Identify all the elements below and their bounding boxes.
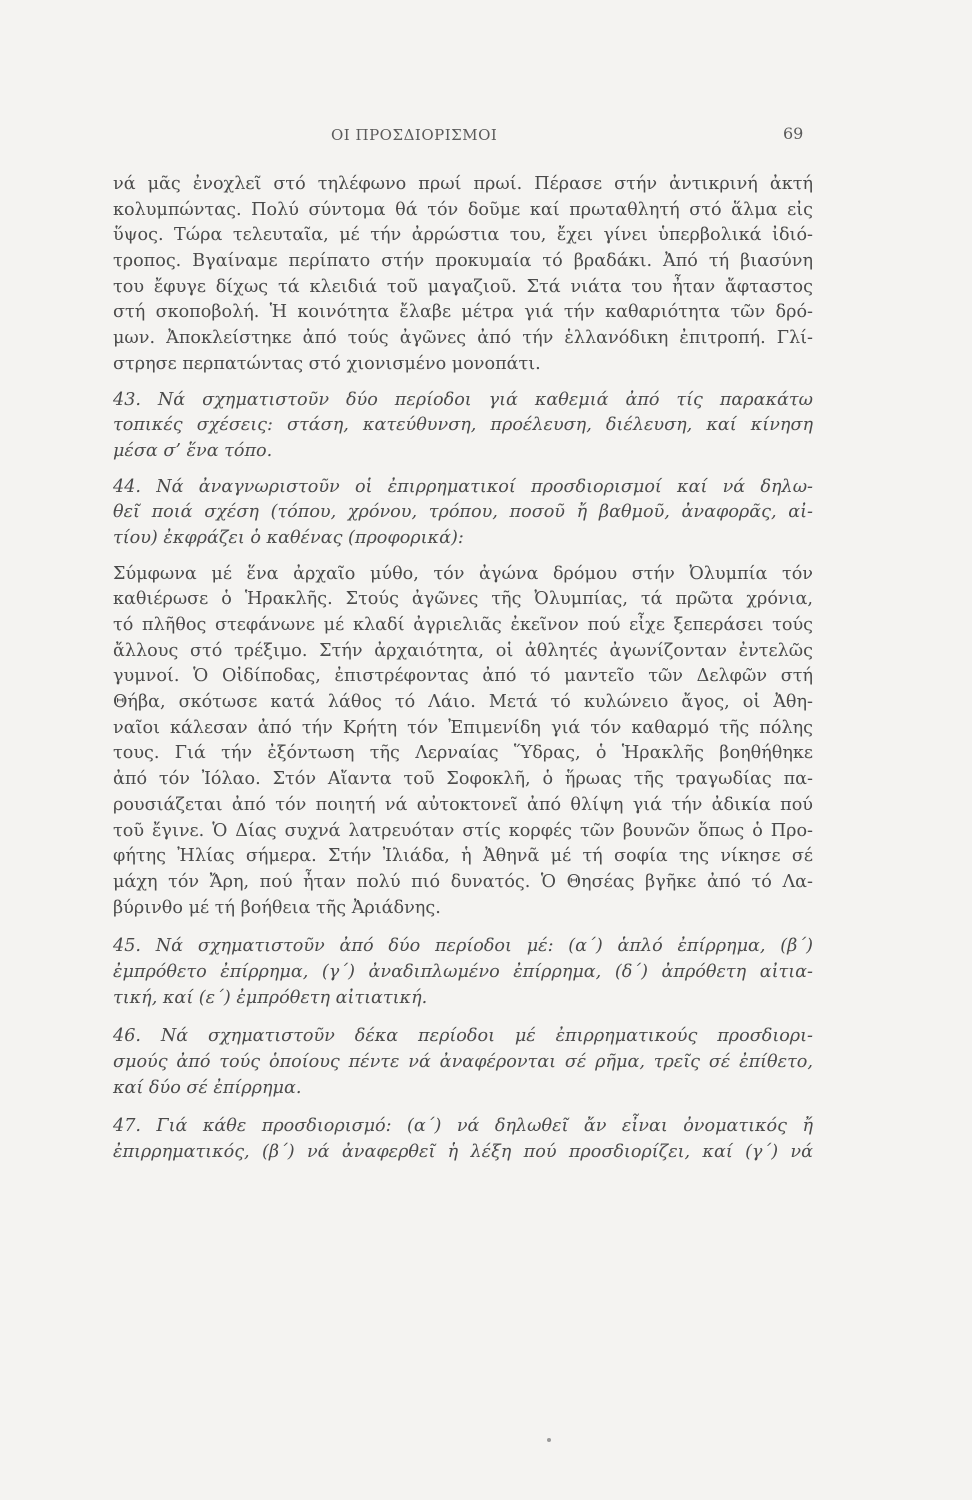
text-line: τοῦ ἔγινε. Ὁ Δίας συχνά λατρευόταν στίς κορφές τῶν βουνῶν ὅπως ὁ Προ- — [113, 820, 813, 841]
text-line: 43. Νά σχηματιστοῦν δύο περίοδοι γιά καθεμιά ἀπό τίς παρακάτω — [113, 389, 813, 410]
text-line: μάχη τόν Ἄρη, πού ἦταν πολύ πιό δυνατός. Ὁ Θησέας βγῆκε ἀπό τό Λα- — [113, 871, 813, 892]
text-line: τική, καί (ε΄) ἐμπρόθετη αἰτιατική. — [113, 987, 428, 1008]
text-line: φήτης Ἠλίας σήμερα. Στήν Ἰλιάδα, ἡ Ἀθηνᾶ μέ τή σοφία της νίκησε σέ — [113, 846, 813, 867]
text-line: σμούς ἀπό τούς ὁποίους πέντε νά ἀναφέρονται σέ ρῆμα, τρεῖς σέ ἐπίθετο, — [113, 1052, 813, 1072]
text-line: ρουσιάζεται ἀπό τόν ποιητή νά αὐτοκτονεῖ ἀπό θλίψη γιά τήν ἀδικία πού — [113, 794, 813, 815]
text-line: βύρινθο μέ τή βοήθεια τῆς Ἀριάδνης. — [113, 897, 441, 918]
text-line: ναῖοι κάλεσαν ἀπό τήν Κρήτη τόν Ἐπιμενίδη γιά τόν καθαρμό τῆς πόλης — [113, 717, 813, 738]
text-line: καί δύο σέ ἐπίρρημα. — [113, 1077, 302, 1098]
paragraph-exercise-44-text — [113, 562, 813, 922]
exercise-43 — [113, 388, 813, 465]
page-body — [113, 172, 813, 1166]
page-mark-dot — [547, 1438, 551, 1442]
text-line: τοπικές σχέσεις: στάση, κατεύθυνση, προέλευση, διέλευση, καί κίνηση — [113, 415, 813, 436]
exercise-46 — [113, 1024, 813, 1101]
exercise-47 — [113, 1114, 813, 1165]
text-line: τίου) ἐκφράζει ὁ καθένας (προφορικά): — [113, 527, 464, 548]
text-line: 44. Νά ἀναγνωριστοῦν οἱ ἐπιρρηματικοί προσδιορισμοί καί νά δηλω- — [113, 476, 813, 497]
text-line: στρησε περπατώντας στό χιονισμένο μονοπάτι. — [113, 353, 541, 374]
text-line: τό πλῆθος στεφάνωνε μέ κλαδί ἀγριελιᾶς ἐκεῖνον πού εἶχε ξεπεράσει τούς — [113, 615, 813, 635]
exercise-45 — [113, 934, 813, 1011]
page-header — [0, 120, 972, 150]
text-line: μέσα σ’ ἕνα τόπο. — [113, 440, 273, 461]
text-line: νά μᾶς ἐνοχλεῖ στό τηλέφωνο πρωί πρωί. Πέρασε στήν ἀντικρινή ἀκτή — [113, 174, 813, 194]
text-line: τροπος. Βγαίναμε περίπατο στήν προκυμαία τό βραδάκι. Ἀπό τή βιασύνη — [113, 251, 813, 272]
text-line: τους. Γιά τήν ἐξόντωση τῆς Λερναίας Ὕδρας, ὁ Ἡρακλῆς βοηθήθηκε — [113, 743, 813, 764]
text-line: 47. Γιά κάθε προσδιορισμό: (α΄) νά δηλωθεῖ ἄν εἶναι ὀνοματικός ἤ — [113, 1116, 813, 1137]
exercise-44 — [113, 475, 813, 552]
text-line: γυμνοί. Ὁ Οἰδίποδας, ἐπιστρέφοντας ἀπό τό μαντεῖο τῶν Δελφῶν στή — [113, 666, 813, 687]
text-line: Σύμφωνα μέ ἕνα ἀρχαῖο μύθο, τόν ἀγώνα δρόμου στήν Ὀλυμπία τόν — [113, 563, 813, 584]
text-line: θεῖ ποιά σχέση (τόπου, χρόνου, τρόπου, ποσοῦ ἤ βαθμοῦ, ἀναφορᾶς, αἰ- — [113, 502, 813, 523]
paragraph-exercise-42-continuation — [113, 172, 813, 378]
text-line: κολυμπώντας. Πολύ σύντομα θά τόν δοῦμε καί πρωταθλητή στό ἅλμα εἰς — [113, 199, 813, 220]
text-line: ὕψος. Τώρα τελευταῖα, μέ τήν ἀρρώστια του, ἔχει γίνει ὑπερβολικά ἰδιό- — [113, 225, 813, 246]
page-number: 69 — [783, 124, 804, 143]
text-line: ἐπιρρηματικός, (β΄) νά ἀναφερθεῖ ἡ λέξη πού προσδιορίζει, καί (γ΄) νά — [113, 1142, 813, 1163]
text-line: μων. Ἀποκλείστηκε ἀπό τούς ἀγῶνες ἀπό τήν ἑλλανόδικη ἐπιτροπή. Γλί- — [113, 328, 813, 349]
text-line: ἐμπρόθετο ἐπίρρημα, (γ΄) ἀναδιπλωμένο ἐπίρρημα, (δ΄) ἀπρόθετη αἰτια- — [113, 961, 813, 982]
text-line: ἀπό τόν Ἰόλαο. Στόν Αἴαντα τοῦ Σοφοκλῆ, ὁ ἥρωας τῆς τραγωδίας πα- — [113, 769, 813, 790]
text-line: στή σκοποβολή. Ἡ κοινότητα ἔλαβε μέτρα γιά τήν καθαριότητα τῶν δρό- — [113, 302, 813, 323]
text-line: Θήβα, σκότωσε κατά λάθος τό Λάιο. Μετά τό κυλώνειο ἄγος, οἱ Ἀθη- — [113, 692, 813, 713]
text-line: του ἔφυγε δίχως τά κλειδιά τοῦ μαγαζιοῦ. Στά νιάτα του ἦταν ἄφταστος — [113, 276, 813, 297]
text-line: 45. Νά σχηματιστοῦν ἀπό δύο περίοδοι μέ: (α΄) ἁπλό ἐπίρρημα, (β΄) — [113, 936, 813, 957]
text-line: καθιέρωσε ὁ Ἡρακλῆς. Στούς ἀγῶνες τῆς Ὀλυμπίας, τά πρῶτα χρόνια, — [113, 589, 813, 610]
text-line: 46. Νά σχηματιστοῦν δέκα περίοδοι μέ ἐπιρρηματικούς προσδιορι- — [113, 1026, 813, 1047]
text-line: ἄλλους στό τρέξιμο. Στήν ἀρχαιότητα, οἱ ἀθλητές ἀγωνίζονταν ἐντελῶς — [113, 640, 813, 661]
running-head: ΟΙ ΠΡΟΣΔΙΟΡΙΣΜΟΙ — [331, 126, 498, 144]
